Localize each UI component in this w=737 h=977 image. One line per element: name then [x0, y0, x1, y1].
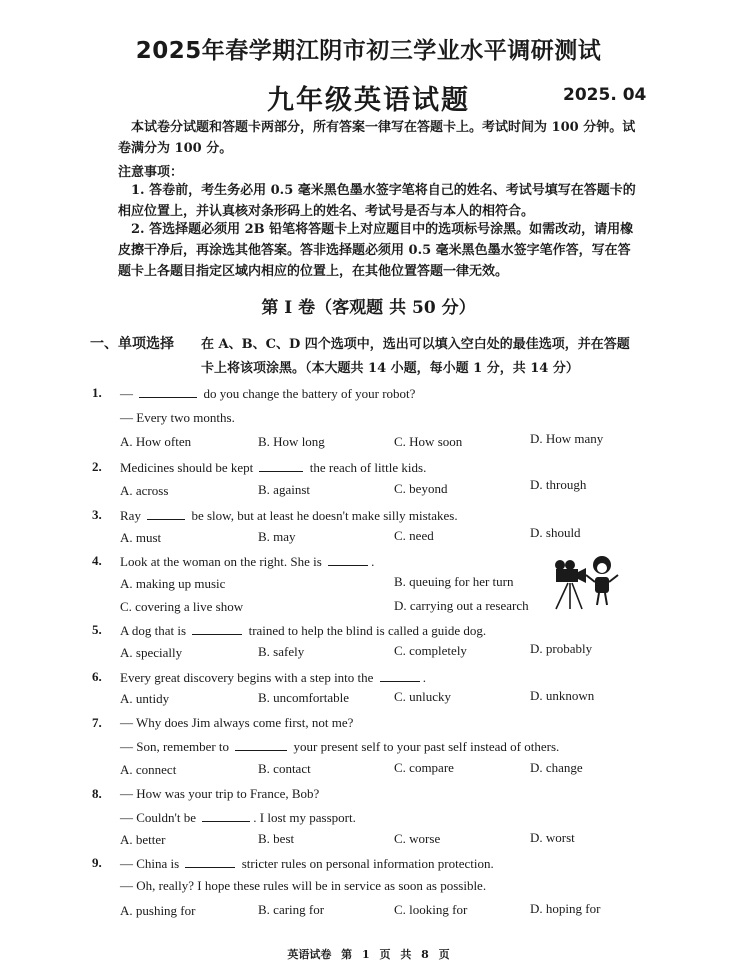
option-b: B. against: [258, 482, 310, 497]
option-a: A. better: [120, 832, 166, 847]
question-number: 1.: [92, 385, 102, 400]
notice-intro: 本试卷分试题和答题卡两部分，所有答案一律写在答题卡上。考试时间为 100 分钟。试卷满分为 100 分。: [118, 120, 636, 156]
stem-text: Every great discovery begins with a step into the: [120, 670, 377, 685]
stem-text: Ray: [120, 508, 145, 523]
option-d: D. should: [530, 525, 581, 540]
option-b: B. uncomfortable: [258, 690, 349, 705]
option-c: C. need: [394, 528, 434, 543]
answer-blank: [380, 669, 420, 682]
option-c: C. beyond: [394, 481, 448, 496]
exam-date: 2025. 04: [563, 85, 647, 105]
stem-text: the reach of little kids.: [306, 460, 427, 475]
answer-blank: [185, 855, 235, 868]
subject-title: 九年级英语试题: [267, 85, 470, 116]
question-reply: [120, 809, 356, 826]
answer-blank: [192, 622, 242, 635]
option-b: B. queuing for her turn: [394, 574, 514, 589]
notice-item-1: 1. 答卷前，考生务必用 0.5 毫米黑色墨水签字笔将自己的姓名、考试号填写在答题卡的相应位置上，并认真核对条形码上的姓名、考试号是否与本人的相符合。: [118, 183, 636, 219]
question-stem: [120, 459, 426, 476]
stem-text: be slow, but at least he doesn't make silly mistakes.: [188, 508, 458, 523]
question-number: 8.: [92, 786, 102, 801]
option-a: A. must: [120, 530, 162, 545]
stem-text: . I lost my passport.: [253, 810, 356, 825]
answer-blank: [328, 553, 368, 566]
option-d: D. hoping for: [530, 901, 601, 916]
option-b: B. best: [258, 831, 295, 846]
answer-blank: [202, 809, 250, 822]
option-a: A. making up music: [120, 576, 226, 591]
exam-title: 2025年春学期江阴市初三学业水平调研测试: [135, 38, 602, 64]
question-stem: [120, 507, 458, 524]
option-a: A. specially: [120, 645, 183, 660]
option-a: A. How often: [120, 434, 192, 449]
question-stem: [120, 553, 374, 570]
option-a: A. connect: [120, 762, 177, 777]
stem-text: .: [371, 554, 375, 569]
answer-blank: [139, 385, 197, 398]
question-number: 7.: [92, 715, 102, 730]
option-c: C. covering a live show: [120, 599, 244, 614]
option-d: D. worst: [530, 830, 575, 845]
answer-blank: [147, 507, 185, 520]
option-d: D. probably: [530, 641, 593, 656]
stem-text: trained to help the blind is called a guide dog.: [245, 623, 487, 638]
notice-item-2: 2. 答选择题必须用 2B 铅笔将答题卡上对应题目中的选项标号涂黑。如需改动，请用橡皮擦干净后，再涂选其他答案。答非选择题必须用 0.5 毫米黑色墨水签字笔作答，写在答题卡上各题目指定区域内相应的位置上，在其他位置答题一律无效。: [118, 222, 634, 279]
option-b: B. may: [258, 529, 296, 544]
stem-text: — China is: [120, 856, 183, 871]
question-reply: — Oh, really? I hope these rules will be in service as soon as possible.: [120, 878, 487, 893]
option-d: D. through: [530, 477, 587, 492]
stem-text: —: [120, 386, 137, 401]
option-d: D. unknown: [530, 688, 595, 703]
option-c: C. unlucky: [394, 689, 452, 704]
camera-woman-illustration: [548, 553, 624, 611]
question-number: 5.: [92, 622, 102, 637]
option-b: B. caring for: [258, 902, 325, 917]
stem-text: Look at the woman on the right. She is: [120, 554, 326, 569]
option-d: D. change: [530, 760, 583, 775]
stem-text: do you change the battery of your robot?: [200, 386, 416, 401]
answer-blank: [235, 738, 287, 751]
option-d: D. How many: [530, 431, 604, 446]
question-number: 9.: [92, 855, 102, 870]
option-c: C. completely: [394, 643, 467, 658]
question-number: 4.: [92, 553, 102, 568]
stem-text: .: [422, 670, 426, 685]
option-c: C. How soon: [394, 434, 463, 449]
question-stem: [120, 622, 486, 639]
option-a: A. pushing for: [120, 903, 196, 918]
option-c: C. worse: [394, 831, 441, 846]
question-number: 2.: [92, 459, 102, 474]
question-reply: — Every two months.: [120, 410, 235, 425]
stem-text: — Son, remember to: [120, 739, 233, 754]
part-instructions: 在 A、B、C、D 四个选项中，选出可以填入空白处的最佳选项，并在答题卡上将该项涂黑。（本大题共 14 小题，每小题 1 分，共 14 分）: [201, 337, 630, 376]
question-stem: — How was your trip to France, Bob?: [120, 786, 320, 801]
section-title: 第 I 卷（客观题 共 50 分）: [261, 298, 476, 318]
stem-text: Medicines should be kept: [120, 460, 257, 475]
option-b: B. safely: [258, 644, 305, 659]
option-a: A. untidy: [120, 691, 170, 706]
option-c: C. compare: [394, 760, 454, 775]
stem-text: — Couldn't be: [120, 810, 200, 825]
page-footer: 英语试卷 第 1 页 共 8 页: [287, 948, 450, 961]
option-c: C. looking for: [394, 902, 468, 917]
question-number: 3.: [92, 507, 102, 522]
stem-text: your present self to your past self instead of others.: [290, 739, 560, 754]
question-reply: [120, 738, 559, 755]
answer-blank: [259, 459, 303, 472]
question-number: 6.: [92, 669, 102, 684]
question-stem: [120, 855, 494, 872]
stem-text: A dog that is: [120, 623, 190, 638]
notice-heading: 注意事项：: [118, 165, 184, 180]
option-b: B. How long: [258, 434, 325, 449]
option-a: A. across: [120, 483, 169, 498]
question-stem: [120, 669, 426, 686]
question-stem: [120, 385, 415, 402]
option-d: D. carrying out a research: [394, 598, 529, 613]
question-stem: — Why does Jim always come first, not me?: [120, 715, 354, 730]
part-label: 一、单项选择: [90, 336, 174, 352]
stem-text: stricter rules on personal information protection.: [238, 856, 494, 871]
option-b: B. contact: [258, 761, 311, 776]
